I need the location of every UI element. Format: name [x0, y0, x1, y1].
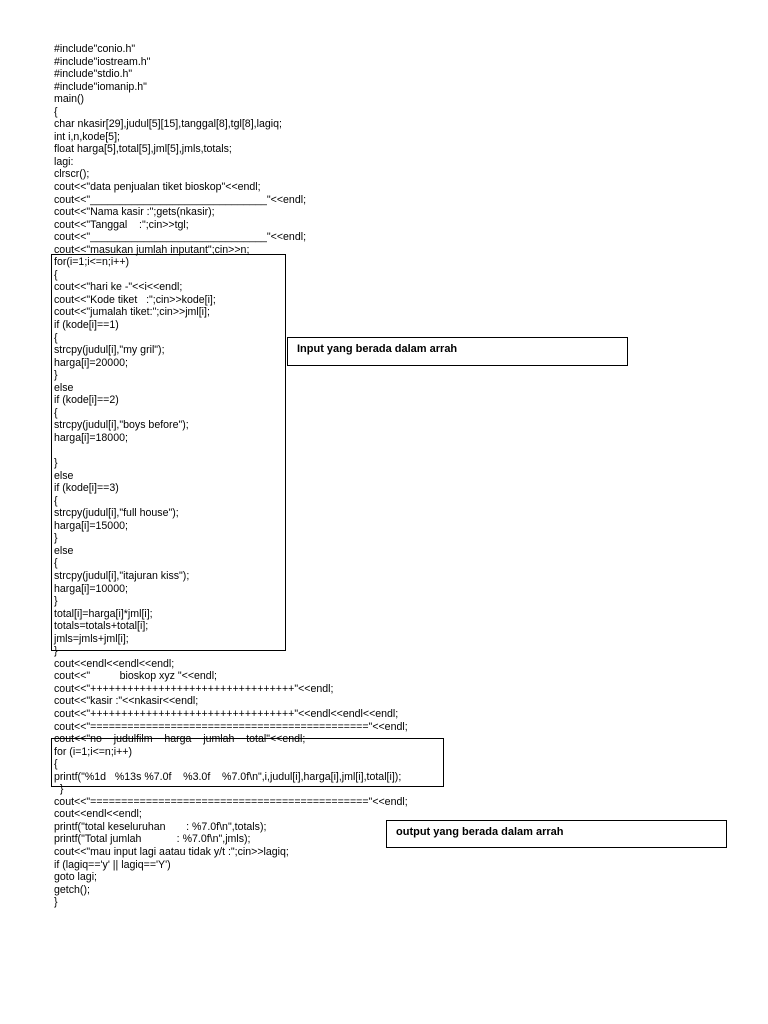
- output-loop-highlight-box: [51, 738, 444, 787]
- code-line: cout<<"jumalah tiket:";cin>>jml[i];: [54, 306, 210, 319]
- output-annotation-box: [386, 820, 727, 848]
- code-line: cout<<"no judulfilm harga jumlah total"<<endl;: [54, 733, 306, 746]
- code-line: }: [54, 896, 58, 909]
- code-line: goto lagi;: [54, 871, 97, 884]
- code-line: totals=totals+total[i];: [54, 620, 149, 633]
- code-line: else: [54, 469, 74, 482]
- code-line: }: [54, 595, 58, 608]
- code-line: cout<<"Nama kasir :";gets(nkasir);: [54, 206, 215, 219]
- code-line: {: [54, 268, 58, 281]
- code-line: if (lagiq=='y' || lagiq=='Y'): [54, 858, 171, 871]
- code-line: int i,n,kode[5];: [54, 130, 120, 143]
- code-line: cout<<"============================================="<<endl;: [54, 720, 408, 733]
- code-line: cout<<"Kode tiket :";cin>>kode[i];: [54, 293, 216, 306]
- code-line: {: [54, 406, 58, 419]
- code-line: for (i=1;i<=n;i++): [54, 745, 133, 758]
- code-line: char nkasir[29],judul[5][15],tanggal[8],tgl[8],lagiq;: [54, 118, 282, 131]
- code-line: if (kode[i]==1): [54, 319, 119, 332]
- code-line: cout<<"Tanggal :";cin>>tgl;: [54, 218, 189, 231]
- code-line: cout<<"+++++++++++++++++++++++++++++++++"<<endl;: [54, 682, 334, 695]
- code-line: float harga[5],total[5],jml[5],jmls,totals;: [54, 143, 232, 156]
- code-line: else: [54, 544, 74, 557]
- code-line: cout<<endl<<endl;: [54, 808, 142, 821]
- code-line: harga[i]=10000;: [54, 582, 128, 595]
- code-line: cout<<endl<<endl<<endl;: [54, 657, 175, 670]
- code-line: #include"iostream.h": [54, 55, 151, 68]
- code-line: #include"conio.h": [54, 43, 136, 55]
- code-line: jmls=jmls+jml[i];: [54, 632, 129, 645]
- code-line: cout<<"============================================="<<endl;: [54, 795, 408, 808]
- code-line: lagi:: [54, 155, 74, 168]
- code-line: cout<<"masukan jumlah inputant";cin>>n;: [54, 243, 250, 256]
- code-line: cout<<"mau input lagi aatau tidak y/t :";cin>>lagiq;: [54, 846, 289, 858]
- code-line: strcpy(judul[i],"boys before");: [54, 419, 189, 432]
- output-annotation-text: output yang berada dalam arrah: [396, 826, 564, 838]
- code-line: main(): [54, 93, 85, 106]
- code-line: {: [54, 758, 58, 771]
- code-line: printf("Total jumlah : %7.0f\n",jmls);: [54, 833, 251, 846]
- code-line: harga[i]=18000;: [54, 431, 128, 444]
- code-line: cout<<"hari ke -"<<i<<endl;: [54, 281, 183, 294]
- code-line: cout<<"data penjualan tiket bioskop"<<endl;: [54, 181, 261, 194]
- input-loop-highlight-box: [51, 254, 286, 651]
- code-line: if (kode[i]==2): [54, 394, 119, 407]
- code-line: }: [54, 645, 58, 658]
- code-line: strcpy(judul[i],"itajuran kiss");: [54, 569, 190, 582]
- code-line: #include"stdio.h": [54, 68, 133, 81]
- code-line: harga[i]=15000;: [54, 519, 128, 532]
- code-line: total[i]=harga[i]*jml[i];: [54, 607, 153, 620]
- code-line: {: [54, 557, 58, 570]
- code-line: getch();: [54, 883, 90, 896]
- code-line: cout<<" bioskop xyz "<<endl;: [54, 670, 217, 683]
- code-line: for(i=1;i<=n;i++): [54, 256, 130, 269]
- code-line: harga[i]=20000;: [54, 356, 128, 369]
- code-line: }: [54, 783, 64, 796]
- input-annotation-text: Input yang berada dalam arrah: [297, 343, 458, 355]
- code-line: cout<<"______________________________"<<endl;: [54, 193, 307, 206]
- code-line: printf("%1d %13s %7.0f %3.0f %7.0f\n",i,judul[i],harga[i],jml[i],total[i]);: [54, 770, 402, 783]
- code-line: cout<<"kasir :"<<nkasir<<endl;: [54, 695, 199, 708]
- code-line: }: [54, 457, 58, 470]
- code-line: {: [54, 105, 58, 118]
- code-line: printf("total keseluruhan : %7.0f\n",totals);: [54, 820, 267, 833]
- code-line: #include"iomanip.h": [54, 80, 147, 93]
- code-line: cout<<"+++++++++++++++++++++++++++++++++"<<endl<<endl<<endl;: [54, 707, 399, 720]
- code-line: strcpy(judul[i],"my gril");: [54, 344, 165, 357]
- code-line: {: [54, 331, 58, 344]
- code-line: }: [54, 369, 58, 382]
- input-annotation-box: [287, 337, 628, 366]
- code-line: strcpy(judul[i],"full house");: [54, 507, 179, 520]
- code-line: if (kode[i]==3): [54, 482, 119, 495]
- code-line: {: [54, 494, 58, 507]
- code-line: else: [54, 381, 74, 394]
- code-line: clrscr();: [54, 168, 90, 181]
- code-line: }: [54, 532, 58, 545]
- code-line: cout<<"______________________________"<<endl;: [54, 231, 307, 244]
